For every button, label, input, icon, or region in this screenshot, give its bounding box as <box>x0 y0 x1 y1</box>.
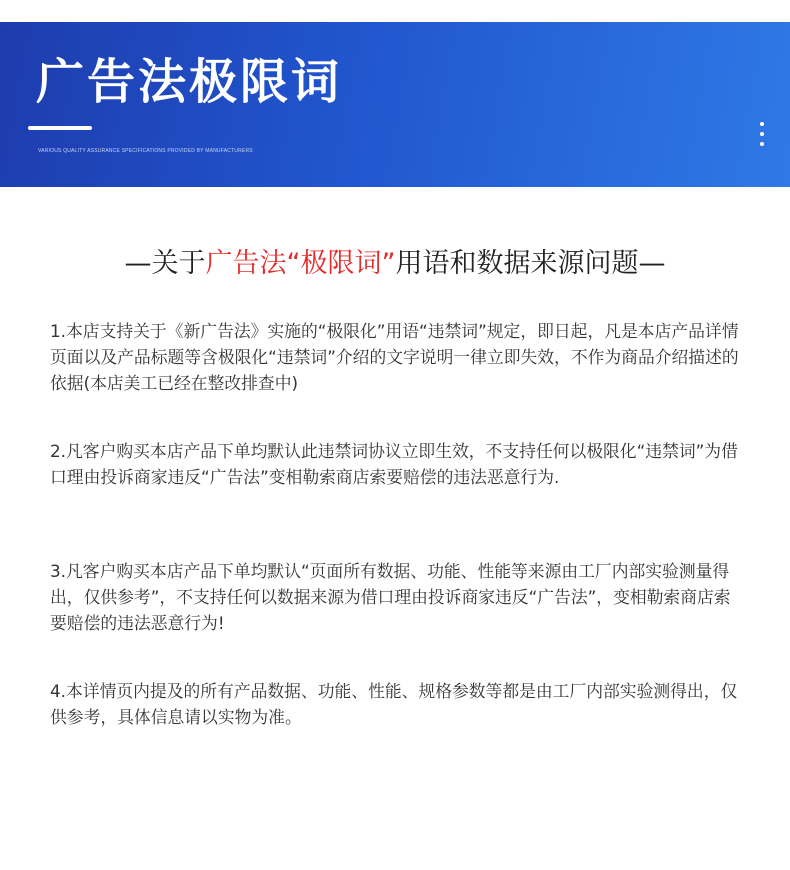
heading-suffix: 用语和数据来源问题— <box>395 248 666 279</box>
heading-highlight: 广告法“极限词” <box>205 248 396 279</box>
header-banner <box>0 22 790 187</box>
section-heading <box>0 244 790 284</box>
policy-paragraph-2: 2.凡客户购买本店产品下单均默认此违禁词协议立即生效，不支持任何以极限化“违禁词”为借口理由投诉商家违反“广告法”变相勒索商店索要赔偿的违法恶意行为. <box>50 441 738 487</box>
policy-paragraph-4: 4.本详情页内提及的所有产品数据、功能、性能、规格参数等都是由工厂内部实验测得出，仅供参考，具体信息请以实物为准。 <box>50 681 738 727</box>
title-underline <box>28 126 92 130</box>
policy-paragraph-3: 3.凡客户购买本店产品下单均默认“页面所有数据、功能、性能等来源由工厂内部实验测量得出，仅供参考”，不支持任何以数据来源为借口理由投诉商家违反“广告法”，变相勒索商店索要赔偿的违法恶意行为! <box>50 561 731 633</box>
banner-subtitle: VARIOUS QUALITY ASSURANCE SPECIFICATIONS PROVIDED BY MANUFACTURERS <box>38 148 253 154</box>
vertical-ellipsis-icon[interactable] <box>756 122 768 154</box>
banner-title: 广告法极限词 <box>36 54 343 110</box>
heading-prefix: —关于 <box>124 248 206 279</box>
policy-paragraph-1: 1.本店支持关于《新广告法》实施的“极限化”用语“违禁词”规定，即日起，凡是本店产品详情页面以及产品标题等含极限化“违禁词”介绍的文字说明一律立即失效，不作为商品介绍描述的依据(本店美工已经在整改排查中) <box>50 321 739 393</box>
